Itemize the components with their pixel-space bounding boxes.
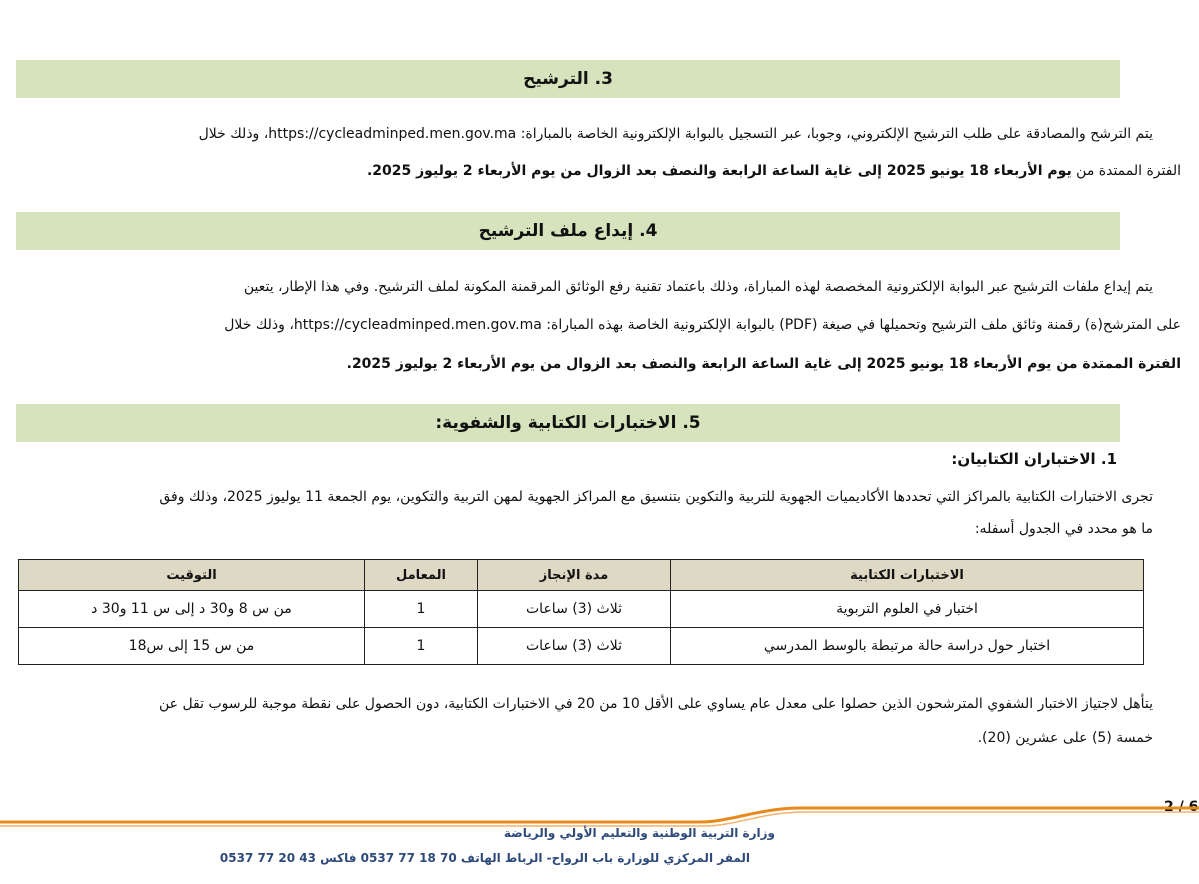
table-cell-exam: اختبار في العلوم التربوية xyxy=(671,591,1144,628)
page-number: 2 / 6 xyxy=(1164,799,1199,815)
table-cell-coefficient: 1 xyxy=(365,591,478,628)
table-row xyxy=(19,591,1144,628)
section-3-header xyxy=(16,60,1120,98)
oral-eligibility-line-2: خمسة (5) على عشرين (20). xyxy=(977,730,1153,746)
section-4-line-1: يتم إيداع ملفات الترشيح عبر البوابة الإلكترونية المخصصة لهذه المباراة، وذلك باعتماد تقنية رفع الوثائق المرقمنة المكونة لملف الترشيح. وفي هذا الإطار، يتعين xyxy=(243,279,1153,295)
section-4-title: 4. إيداع ملف الترشيح xyxy=(478,221,658,241)
table-cell-duration: ثلاث (3) ساعات xyxy=(478,628,671,665)
table-row xyxy=(19,628,1144,665)
section-3-line-2-bold: يوم الأربعاء 18 يونيو 2025 إلى غاية الساعة الرابعة والنصف بعد الزوال من يوم الأربعاء 2 يوليوز 2025. xyxy=(366,163,1072,179)
table-cell-timing: من س 8 و30 د إلى س 11 و30 د xyxy=(19,591,365,628)
table-cell-coefficient: 1 xyxy=(365,628,478,665)
section-3-title: 3. الترشيح xyxy=(523,69,613,89)
section-3-line-2-plain: الفترة الممتدة من xyxy=(1071,163,1181,179)
table-cell-exam: اختبار حول دراسة حالة مرتبطة بالوسط المدرسي xyxy=(671,628,1144,665)
section-3-line-1: يتم الترشح والمصادقة على طلب الترشيح الإلكتروني، وجوبا، عبر التسجيل بالبوابة الإلكترونية الخاصة بالمباراة: https://cycleadminped.men.gov.ma، وذلك خلال xyxy=(198,126,1153,142)
table-cell-duration: ثلاث (3) ساعات xyxy=(478,591,671,628)
written-exams-table xyxy=(18,559,1144,665)
section-5-line-1: تجرى الاختبارات الكتابية بالمراكز التي تحددها الأكاديميات الجهوية للتربية والتكوين بتنسيق مع المراكز الجهوية لمهن التربية والتكوين، يوم الجمعة 11 يوليوز 2025، وذلك وفق xyxy=(159,489,1153,505)
footer-ministry: وزارة التربية الوطنية والتعليم الأولي والرياضة xyxy=(503,826,775,840)
section-4-line-2: على المترشح(ة) رقمنة وثائق ملف الترشيح وتحميلها في صيغة (PDF) بالبوابة الإلكترونية الخاصة بهذه المباراة: https://cycleadminped.men.gov.ma، وذلك خلال xyxy=(224,317,1181,333)
oral-eligibility-line-1: يتأهل لاجتياز الاختبار الشفوي المترشحون الذين حصلوا على معدل عام يساوي على الأقل 10 من 20 في الاختبارات الكتابية، دون الحصول على نقطة موجبة للرسوب تقل عن xyxy=(158,696,1153,712)
table-header-exams: الاختبارات الكتابية xyxy=(671,560,1144,591)
table-header-row xyxy=(19,560,1144,591)
table-header-timing: التوقيت xyxy=(19,560,365,591)
section-5-title: 5. الاختبارات الكتابية والشفوية: xyxy=(435,413,701,433)
table-header-duration: مدة الإنجاز xyxy=(478,560,671,591)
section-4-header xyxy=(16,212,1120,250)
section-5-line-2: ما هو محدد في الجدول أسفله: xyxy=(974,521,1153,537)
section-5-subheading: 1. الاختباران الكتابيان: xyxy=(951,450,1117,468)
section-3-line-2 xyxy=(18,162,1181,181)
section-5-header xyxy=(16,404,1120,442)
footer-address: المقر المركزي للوزارة باب الرواح- الرباط الهاتف 70 18 77 0537 فاكس 43 20 77 0537 xyxy=(219,851,750,865)
table-header-coefficient: المعامل xyxy=(365,560,478,591)
section-4-line-3: الفترة الممتدة من يوم الأربعاء 18 يونيو 2025 إلى غاية الساعة الرابعة والنصف بعد الزوال من يوم الأربعاء 2 يوليوز 2025. xyxy=(346,356,1181,372)
table-cell-timing: من س 15 إلى س18 xyxy=(19,628,365,665)
